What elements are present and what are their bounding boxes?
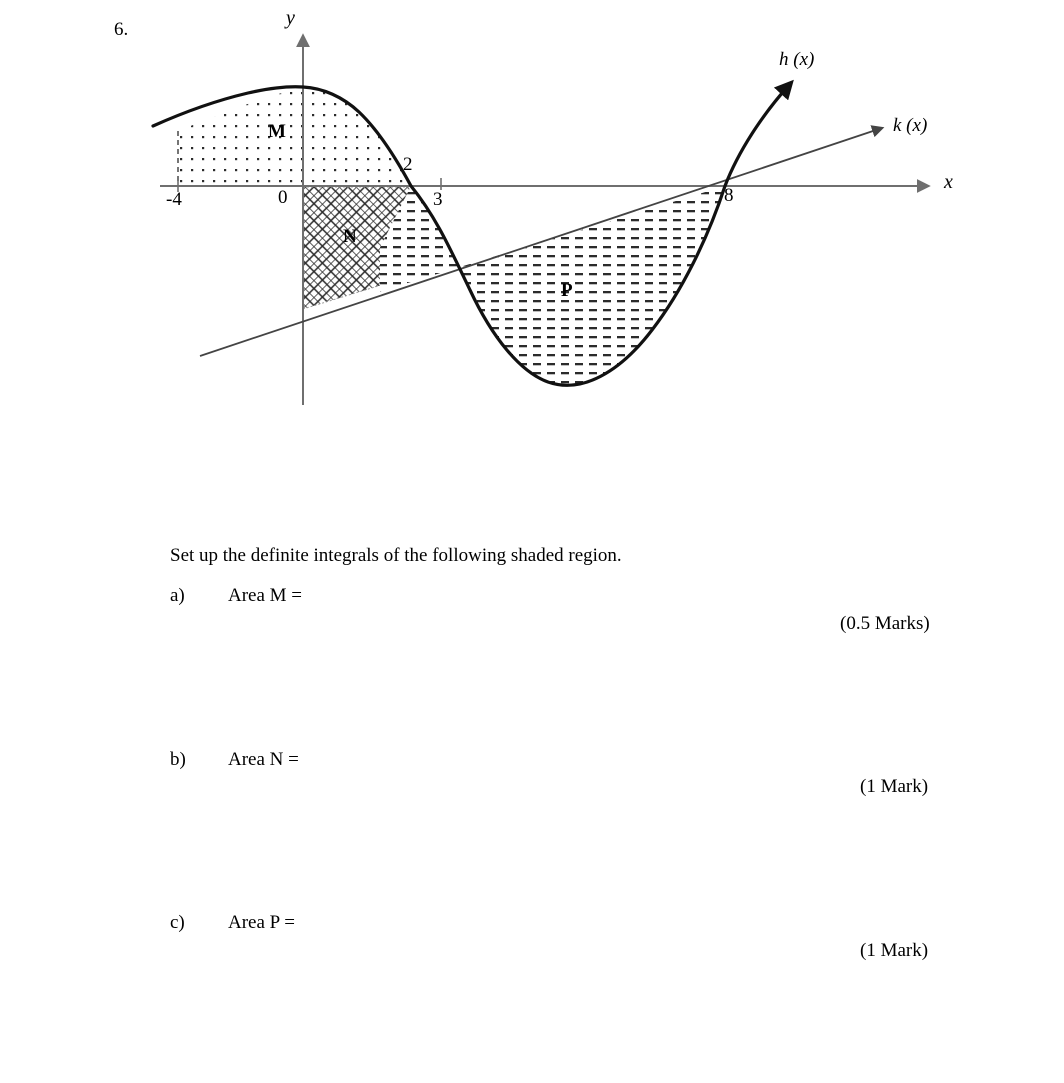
curve-k-label: k (x) <box>893 115 928 136</box>
part-c-letter: c) <box>170 912 185 933</box>
part-b-marks: (1 Mark) <box>860 776 929 797</box>
xtick-label-two: 2 <box>403 154 413 175</box>
xtick-label-three: 3 <box>433 189 443 210</box>
question-part-a <box>170 585 302 608</box>
part-a-text: Area M = <box>228 585 303 606</box>
part-b-text: Area N = <box>228 749 299 770</box>
curve-h-label: h (x) <box>779 49 815 70</box>
graph-figure <box>0 0 1000 430</box>
xtick-label-eight: 8 <box>724 185 734 206</box>
y-axis-label: y <box>286 7 295 29</box>
part-b-letter: b) <box>170 749 186 770</box>
graph-svg <box>0 0 1000 430</box>
region-label-m: M <box>268 121 286 142</box>
xtick-label-minus4: -4 <box>166 189 182 210</box>
question-part-c <box>170 912 295 935</box>
question-part-b <box>170 749 299 772</box>
part-c-marks: (1 Mark) <box>860 940 929 961</box>
question-prompt: Set up the definite integrals of the following shaded region. <box>170 545 622 566</box>
question-number: 6. <box>114 19 129 40</box>
x-axis-label: x <box>944 171 953 193</box>
region-label-p: P <box>561 280 573 301</box>
part-c-text: Area P = <box>228 912 295 933</box>
region-label-n: N <box>343 226 357 247</box>
xtick-label-zero: 0 <box>278 187 288 208</box>
part-a-letter: a) <box>170 585 185 606</box>
part-a-marks: (0.5 Marks) <box>840 613 930 634</box>
